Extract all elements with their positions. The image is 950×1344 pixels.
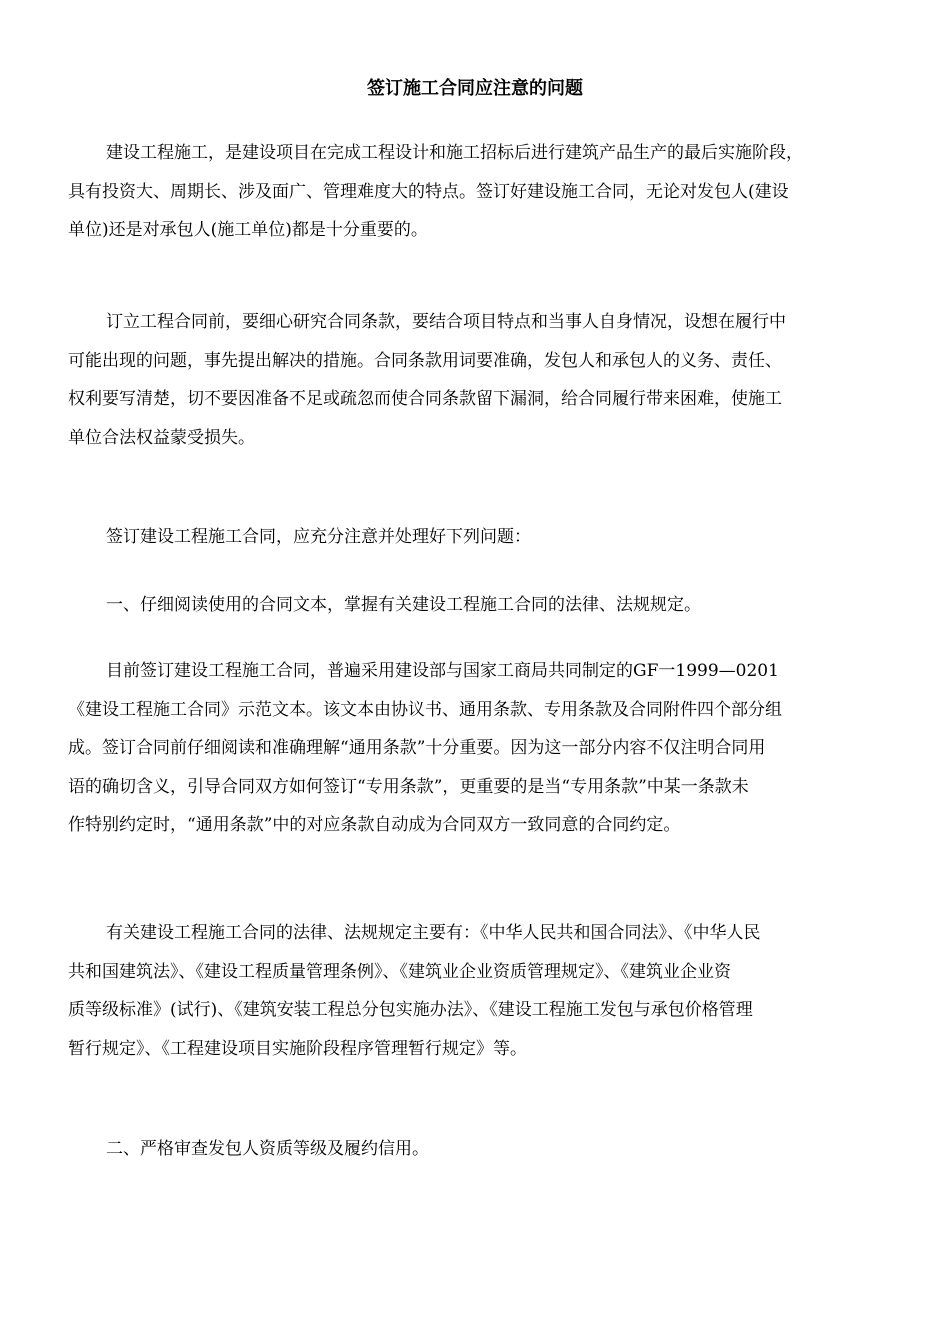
text-line: 二、严格审查发包人资质等级及履约信用。 [106,1139,429,1159]
text-line: 暂行规定》、《工程建设项目实施阶段程序管理暂行规定》等。 [68,1038,527,1059]
text-line: 目前签订建设工程施工合同，普遍采用建设部与国家工商局共同制定的GF一1999—0201 [106,661,779,681]
paragraph-contract-preparation [68,303,883,457]
section-heading-1 [68,586,883,625]
paragraph-intro [68,134,883,250]
text-line: 单位合法权益蒙受损失。 [68,427,255,448]
text-line: 权利要写清楚，切不要因准备不足或疏忽而使合同条款留下漏洞，给合同履行带来困难，使施工 [68,389,782,409]
text-line: 共和国建筑法》、《建设工程质量管理条例》、《建筑业企业资质管理规定》、《建筑业企业资 [68,961,731,982]
text-line: 作特别约定时，“通用条款”中的对应条款自动成为合同双方一致同意的合同约定。 [68,815,681,835]
text-line: 质等级标准》(试行)、《建筑安装工程总分包实施办法》、《建设工程施工发包与承包价格管理 [68,1000,753,1020]
text-line: 订立工程合同前，要细心研究合同条款，要结合项目特点和当事人自身情况，设想在履行中 [106,312,786,332]
text-line: 有关建设工程施工合同的法律、法规规定主要有：《中华人民共和国合同法》、《中华人民 [106,923,761,943]
text-line: 单位)还是对承包人(施工单位)都是十分重要的。 [68,220,428,240]
text-line: 具有投资大、周期长、涉及面广、管理难度大的特点。签订好建设施工合同，无论对发包人(建设 [68,181,789,202]
paragraph-laws-regulations [68,914,883,1068]
text-line: 签订建设工程施工合同，应充分注意并处理好下列问题： [106,527,531,547]
document-title: 签订施工合同应注意的问题 [367,78,583,99]
text-line: 《建设工程施工合同》示范文本。该文本由协议书、通用条款、专用条款及合同附件四个部分组 [68,699,782,720]
text-line: 成。签订合同前仔细阅读和准确理解“通用条款”十分重要。因为这一部分内容不仅注明合同用 [68,738,766,758]
paragraph-issues-intro [68,518,883,557]
section-heading-2 [68,1130,883,1169]
text-line: 一、仔细阅读使用的合同文本，掌握有关建设工程施工合同的法律、法规规定。 [106,595,701,615]
paragraph-model-contract [68,652,883,845]
text-line: 可能出现的问题，事先提出解决的措施。合同条款用词要准确，发包人和承包人的义务、责任、 [68,350,782,371]
text-line: 建设工程施工，是建设项目在完成工程设计和施工招标后进行建筑产品生产的最后实施阶段， [106,143,803,163]
text-line: 语的确切含义，引导合同双方如何签订“专用条款”，更重要的是当“专用条款”中某一条款未 [68,776,749,797]
